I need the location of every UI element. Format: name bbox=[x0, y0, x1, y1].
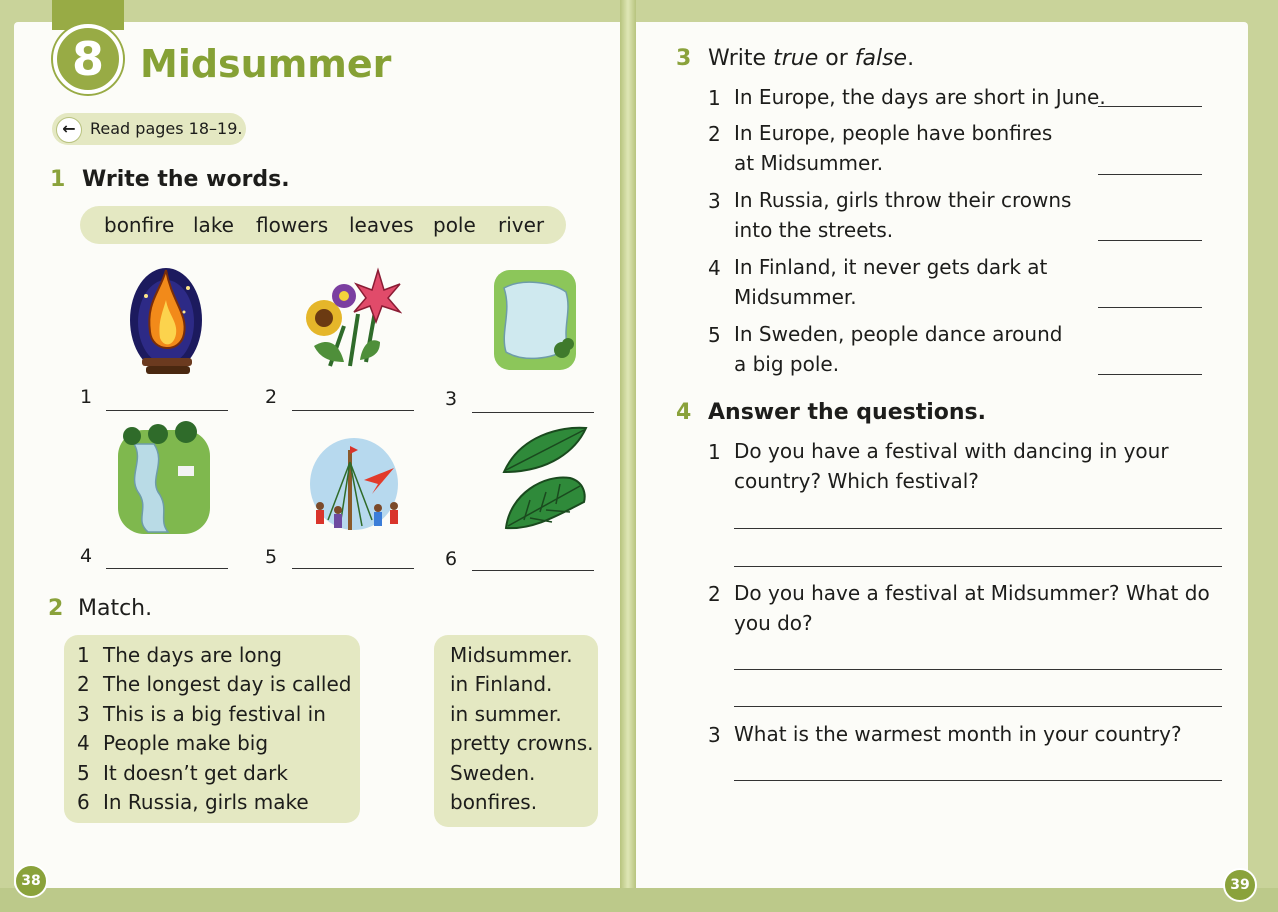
tf-item-number: 5 bbox=[708, 323, 721, 347]
answer-line[interactable] bbox=[292, 568, 414, 569]
word-bank-item: river bbox=[498, 213, 545, 237]
tf-answer-line[interactable] bbox=[1098, 106, 1202, 107]
tf-answer-line[interactable] bbox=[1098, 240, 1202, 241]
question-answer-line[interactable] bbox=[734, 528, 1222, 529]
section3-title-end: . bbox=[907, 46, 915, 71]
question-text: you do? bbox=[734, 611, 813, 635]
section2-title: Match. bbox=[78, 596, 153, 621]
tf-item-text: Midsummer. bbox=[734, 285, 857, 309]
answer-line[interactable] bbox=[292, 410, 414, 411]
match-right-text: bonfires. bbox=[450, 790, 538, 814]
tf-answer-line[interactable] bbox=[1098, 174, 1202, 175]
river-icon bbox=[114, 420, 214, 540]
section3-title-or: or bbox=[818, 46, 855, 71]
bonfire-icon bbox=[124, 262, 214, 382]
left-arrow-icon: ← bbox=[56, 117, 82, 143]
match-left-num: 3 bbox=[77, 702, 90, 726]
word-bank bbox=[80, 206, 566, 244]
tf-item-number: 4 bbox=[708, 256, 721, 280]
unit-number-badge: 8 bbox=[53, 24, 123, 94]
question-text: Do you have a festival with dancing in your bbox=[734, 439, 1169, 463]
match-left-text: The days are long bbox=[103, 643, 282, 667]
tf-item-text: a big pole. bbox=[734, 352, 840, 376]
section1-number: 1 bbox=[50, 167, 66, 192]
match-left-num: 1 bbox=[77, 643, 90, 667]
word-bank-item: pole bbox=[433, 213, 476, 237]
match-right-text: Midsummer. bbox=[450, 643, 573, 667]
answer-line[interactable] bbox=[472, 412, 594, 413]
answer-line[interactable] bbox=[472, 570, 594, 571]
word-bank-item: flowers bbox=[256, 213, 329, 237]
section4-title: Answer the questions. bbox=[708, 400, 987, 425]
question-answer-line[interactable] bbox=[734, 706, 1222, 707]
tf-item-text: In Finland, it never gets dark at bbox=[734, 255, 1048, 279]
flowers-icon bbox=[300, 266, 402, 372]
picture-number: 3 bbox=[445, 388, 458, 410]
page-bottom-band bbox=[0, 888, 1278, 912]
match-left-num: 5 bbox=[77, 761, 90, 785]
tf-answer-line[interactable] bbox=[1098, 374, 1202, 375]
tf-item-number: 1 bbox=[708, 86, 721, 110]
match-left-text: It doesn’t get dark bbox=[103, 761, 288, 785]
section3-title-false: false bbox=[854, 46, 908, 71]
match-right-text: Sweden. bbox=[450, 761, 536, 785]
match-left-num: 4 bbox=[77, 731, 90, 755]
tf-item-number: 3 bbox=[708, 189, 721, 213]
question-number: 3 bbox=[708, 723, 721, 747]
tf-item-text: In Europe, the days are short in June. bbox=[734, 85, 1106, 109]
pole-icon bbox=[306, 436, 402, 536]
match-left-num: 2 bbox=[77, 672, 90, 696]
unit-title: Midsummer bbox=[140, 42, 392, 86]
word-bank-item: leaves bbox=[349, 213, 414, 237]
read-pages-text: Read pages 18–19. bbox=[90, 119, 243, 138]
question-number: 2 bbox=[708, 582, 721, 606]
match-left-text: People make big bbox=[103, 731, 269, 755]
word-bank-item: lake bbox=[193, 213, 234, 237]
question-answer-line[interactable] bbox=[734, 566, 1222, 567]
lake-icon bbox=[492, 268, 578, 372]
question-number: 1 bbox=[708, 440, 721, 464]
picture-number: 4 bbox=[80, 545, 93, 567]
tf-item-text: In Sweden, people dance around bbox=[734, 322, 1063, 346]
question-answer-line[interactable] bbox=[734, 669, 1222, 670]
match-right-text: in summer. bbox=[450, 702, 562, 726]
picture-number: 5 bbox=[265, 546, 278, 568]
section3-title-prefix: Write bbox=[708, 46, 774, 71]
match-left-num: 6 bbox=[77, 790, 90, 814]
tf-item-text: In Europe, people have bonfires bbox=[734, 121, 1053, 145]
answer-line[interactable] bbox=[106, 410, 228, 411]
book-spine bbox=[620, 0, 636, 912]
section3-title-true: true bbox=[773, 46, 819, 71]
section4-number: 4 bbox=[676, 400, 692, 425]
section2-number: 2 bbox=[48, 596, 64, 621]
picture-number: 1 bbox=[80, 386, 93, 408]
tf-item-number: 2 bbox=[708, 122, 721, 146]
match-left-text: In Russia, girls make bbox=[103, 790, 309, 814]
page-number-right: 39 bbox=[1223, 868, 1257, 902]
tf-item-text: at Midsummer. bbox=[734, 151, 884, 175]
tf-item-text: In Russia, girls throw their crowns bbox=[734, 188, 1072, 212]
section3-title bbox=[708, 46, 914, 71]
leaves-icon bbox=[500, 422, 592, 536]
answer-line[interactable] bbox=[106, 568, 228, 569]
picture-number: 6 bbox=[445, 548, 458, 570]
match-right-text: pretty crowns. bbox=[450, 731, 594, 755]
read-pages-pill bbox=[52, 113, 246, 145]
match-left-text: This is a big festival in bbox=[103, 702, 326, 726]
section3-number: 3 bbox=[676, 46, 692, 71]
section1-title: Write the words. bbox=[82, 167, 290, 192]
question-text: country? Which festival? bbox=[734, 469, 979, 493]
question-text: What is the warmest month in your country? bbox=[734, 722, 1182, 746]
match-right-text: in Finland. bbox=[450, 672, 553, 696]
question-text: Do you have a festival at Midsummer? What do bbox=[734, 581, 1210, 605]
tf-item-text: into the streets. bbox=[734, 218, 894, 242]
tf-answer-line[interactable] bbox=[1098, 307, 1202, 308]
picture-number: 2 bbox=[265, 386, 278, 408]
question-answer-line[interactable] bbox=[734, 780, 1222, 781]
match-left-text: The longest day is called bbox=[103, 672, 352, 696]
page-number-left: 38 bbox=[14, 864, 48, 898]
word-bank-item: bonfire bbox=[104, 213, 175, 237]
